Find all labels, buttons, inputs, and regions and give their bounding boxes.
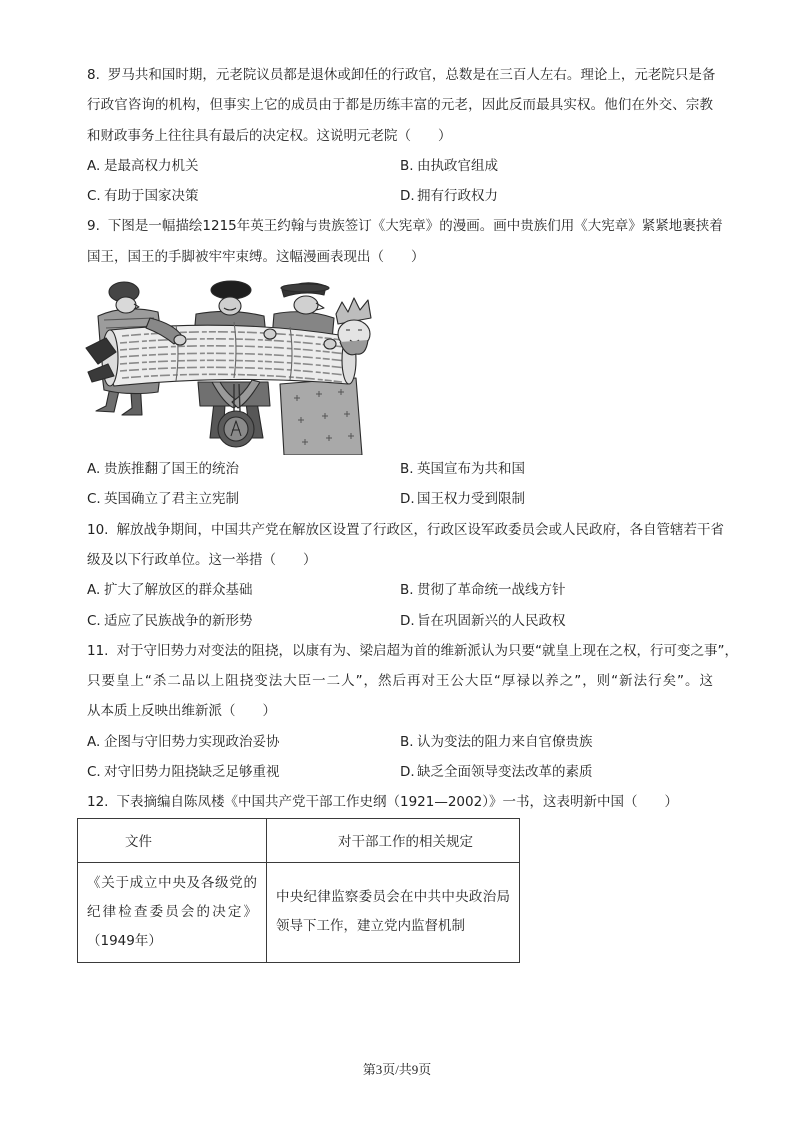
table-cell-regulation bbox=[267, 862, 520, 962]
question-stem-line: 和财政事务上往往具有最后的决定权。这说明元老院（ ） bbox=[87, 127, 452, 144]
table-header-row bbox=[78, 818, 520, 862]
question-number: 10. bbox=[87, 521, 109, 538]
cell-text-line: 《关于成立中央及各级党的 bbox=[87, 874, 257, 891]
question-number: 12. bbox=[87, 794, 109, 811]
option-label: D. bbox=[400, 188, 415, 205]
option-d bbox=[400, 606, 566, 636]
question-11 bbox=[87, 636, 738, 787]
option-text: 扩大了解放区的群众基础 bbox=[104, 582, 253, 599]
option-label: C. bbox=[87, 491, 101, 508]
option-text: 认为变法的阻力来自官僚贵族 bbox=[417, 733, 593, 750]
magna-carta-scroll bbox=[102, 322, 356, 386]
option-d bbox=[400, 181, 498, 211]
option-label: A. bbox=[87, 733, 101, 750]
option-c bbox=[87, 181, 199, 211]
king-head bbox=[336, 298, 371, 355]
page-footer-number: 第3页/共9页 bbox=[362, 1062, 432, 1077]
options-row bbox=[87, 727, 713, 757]
option-text: 对守旧势力阻挠缺乏足够重视 bbox=[104, 764, 280, 781]
question-stem-text: 解放战争期间，中国共产党在解放区设置了行政区，行政区设军政委员会或人民政府，各自管辖若干省 bbox=[116, 521, 724, 538]
option-text: 是最高权力机关 bbox=[104, 157, 199, 174]
option-label: A. bbox=[87, 461, 101, 478]
options-row bbox=[87, 181, 713, 211]
question-stem-text: 下图是一幅描绘1215年英王约翰与贵族签订《大宪章》的漫画。画中贵族们用《大宪章》紧紧地裹挟着 bbox=[107, 218, 723, 235]
question-number: 11. bbox=[87, 642, 109, 659]
cell-text-line: （1949年） bbox=[87, 932, 162, 949]
option-b bbox=[400, 575, 566, 605]
option-d bbox=[400, 484, 525, 514]
option-c bbox=[87, 757, 280, 787]
option-text: 有助于国家决策 bbox=[104, 188, 199, 205]
cell-text-line: 领导下工作，建立党内监督机制 bbox=[276, 918, 465, 935]
option-text: 企图与守旧势力实现政治妥协 bbox=[104, 733, 280, 750]
page-content bbox=[87, 60, 738, 963]
option-text: 贵族推翻了国王的统治 bbox=[104, 461, 239, 478]
option-label: A. bbox=[87, 157, 101, 174]
cadre-work-table bbox=[77, 818, 520, 963]
question-stem-line bbox=[87, 636, 738, 666]
question-number: 9. bbox=[87, 218, 100, 235]
option-label: C. bbox=[87, 764, 101, 781]
option-text: 英国确立了君主立宪制 bbox=[104, 491, 239, 508]
option-b bbox=[400, 727, 593, 757]
option-text: 贯彻了革命统一战线方针 bbox=[417, 582, 566, 599]
option-label: D. bbox=[400, 491, 415, 508]
option-c bbox=[87, 606, 253, 636]
options-row bbox=[87, 575, 713, 605]
question-stem-line: 国王，国王的手脚被牢牢束缚。这幅漫画表现出（ ） bbox=[87, 248, 425, 265]
table-row bbox=[78, 862, 520, 962]
options-row bbox=[87, 606, 713, 636]
question-stem-line: 只要皇上“杀二品以上阻挠变法大臣一二人”，然后再对王公大臣“厚禄以养之”，则“新法行矣”。这 bbox=[87, 673, 713, 690]
option-label: B. bbox=[400, 733, 414, 750]
options-row bbox=[87, 454, 713, 484]
option-label: C. bbox=[87, 612, 101, 629]
option-a bbox=[87, 151, 199, 181]
question-stem-line bbox=[87, 60, 716, 90]
king-robe bbox=[280, 378, 362, 455]
option-b bbox=[400, 454, 525, 484]
cell-text-line: 中央纪律监察委员会在中共中央政治局 bbox=[276, 889, 510, 906]
magna-carta-cartoon-illustration bbox=[84, 278, 378, 455]
question-stem-line: 级及以下行政单位。这一举措（ ） bbox=[87, 551, 317, 568]
option-a bbox=[87, 727, 280, 757]
option-text: 拥有行政权力 bbox=[417, 188, 498, 205]
cell-text-line: 纪律检查委员会的决定》 bbox=[87, 903, 257, 920]
option-c bbox=[87, 484, 239, 514]
option-label: D. bbox=[400, 612, 415, 629]
question-stem-line: 从本质上反映出维新派（ ） bbox=[87, 703, 276, 720]
question-9 bbox=[87, 211, 723, 514]
option-label: A. bbox=[87, 582, 101, 599]
option-text: 国王权力受到限制 bbox=[417, 491, 525, 508]
options-row bbox=[87, 151, 713, 181]
option-label: B. bbox=[400, 157, 414, 174]
table-header-document: 文件 bbox=[78, 818, 267, 862]
option-label: C. bbox=[87, 188, 101, 205]
option-a bbox=[87, 575, 253, 605]
table-header-regulation: 对干部工作的相关规定 bbox=[267, 818, 520, 862]
option-text: 由执政官组成 bbox=[417, 157, 498, 174]
question-number: 8. bbox=[87, 67, 100, 83]
option-text: 英国宣布为共和国 bbox=[417, 461, 525, 478]
table-cell-document bbox=[78, 862, 267, 962]
question-stem-text: 下表摘编自陈凤楼《中国共产党干部工作史纲（1921—2002）》一书，这表明新中国（ ） bbox=[116, 794, 678, 811]
question-stem-line bbox=[87, 787, 713, 817]
question-stem-line bbox=[87, 515, 724, 545]
option-text: 缺乏全面领导变法改革的素质 bbox=[417, 764, 593, 781]
question-stem-text: 罗马共和国时期，元老院议员都是退休或卸任的行政官，总数是在三百人左右。理论上，元老院只是备 bbox=[107, 67, 716, 83]
option-b bbox=[400, 151, 498, 181]
option-d bbox=[400, 757, 593, 787]
option-text: 适应了民族战争的新形势 bbox=[104, 612, 253, 629]
option-text: 旨在巩固新兴的人民政权 bbox=[417, 612, 566, 629]
option-label: D. bbox=[400, 764, 415, 781]
option-label: B. bbox=[400, 582, 414, 599]
option-label: B. bbox=[400, 461, 414, 478]
question-10 bbox=[87, 515, 724, 636]
question-stem-text: 对于守旧势力对变法的阻挠，以康有为、梁启超为首的维新派认为只要“就皇上现在之权，行可变之事”， bbox=[116, 642, 738, 659]
option-a bbox=[87, 454, 239, 484]
question-figure bbox=[87, 272, 713, 454]
question-stem-line bbox=[87, 211, 723, 241]
question-8 bbox=[87, 60, 716, 211]
question-stem-line: 行政官咨询的机构，但事实上它的成员由于都是历练丰富的元老，因此反而最具实权。他们在外交、宗教 bbox=[87, 97, 713, 114]
options-row bbox=[87, 757, 713, 787]
options-row bbox=[87, 484, 713, 514]
question-12 bbox=[87, 787, 713, 962]
